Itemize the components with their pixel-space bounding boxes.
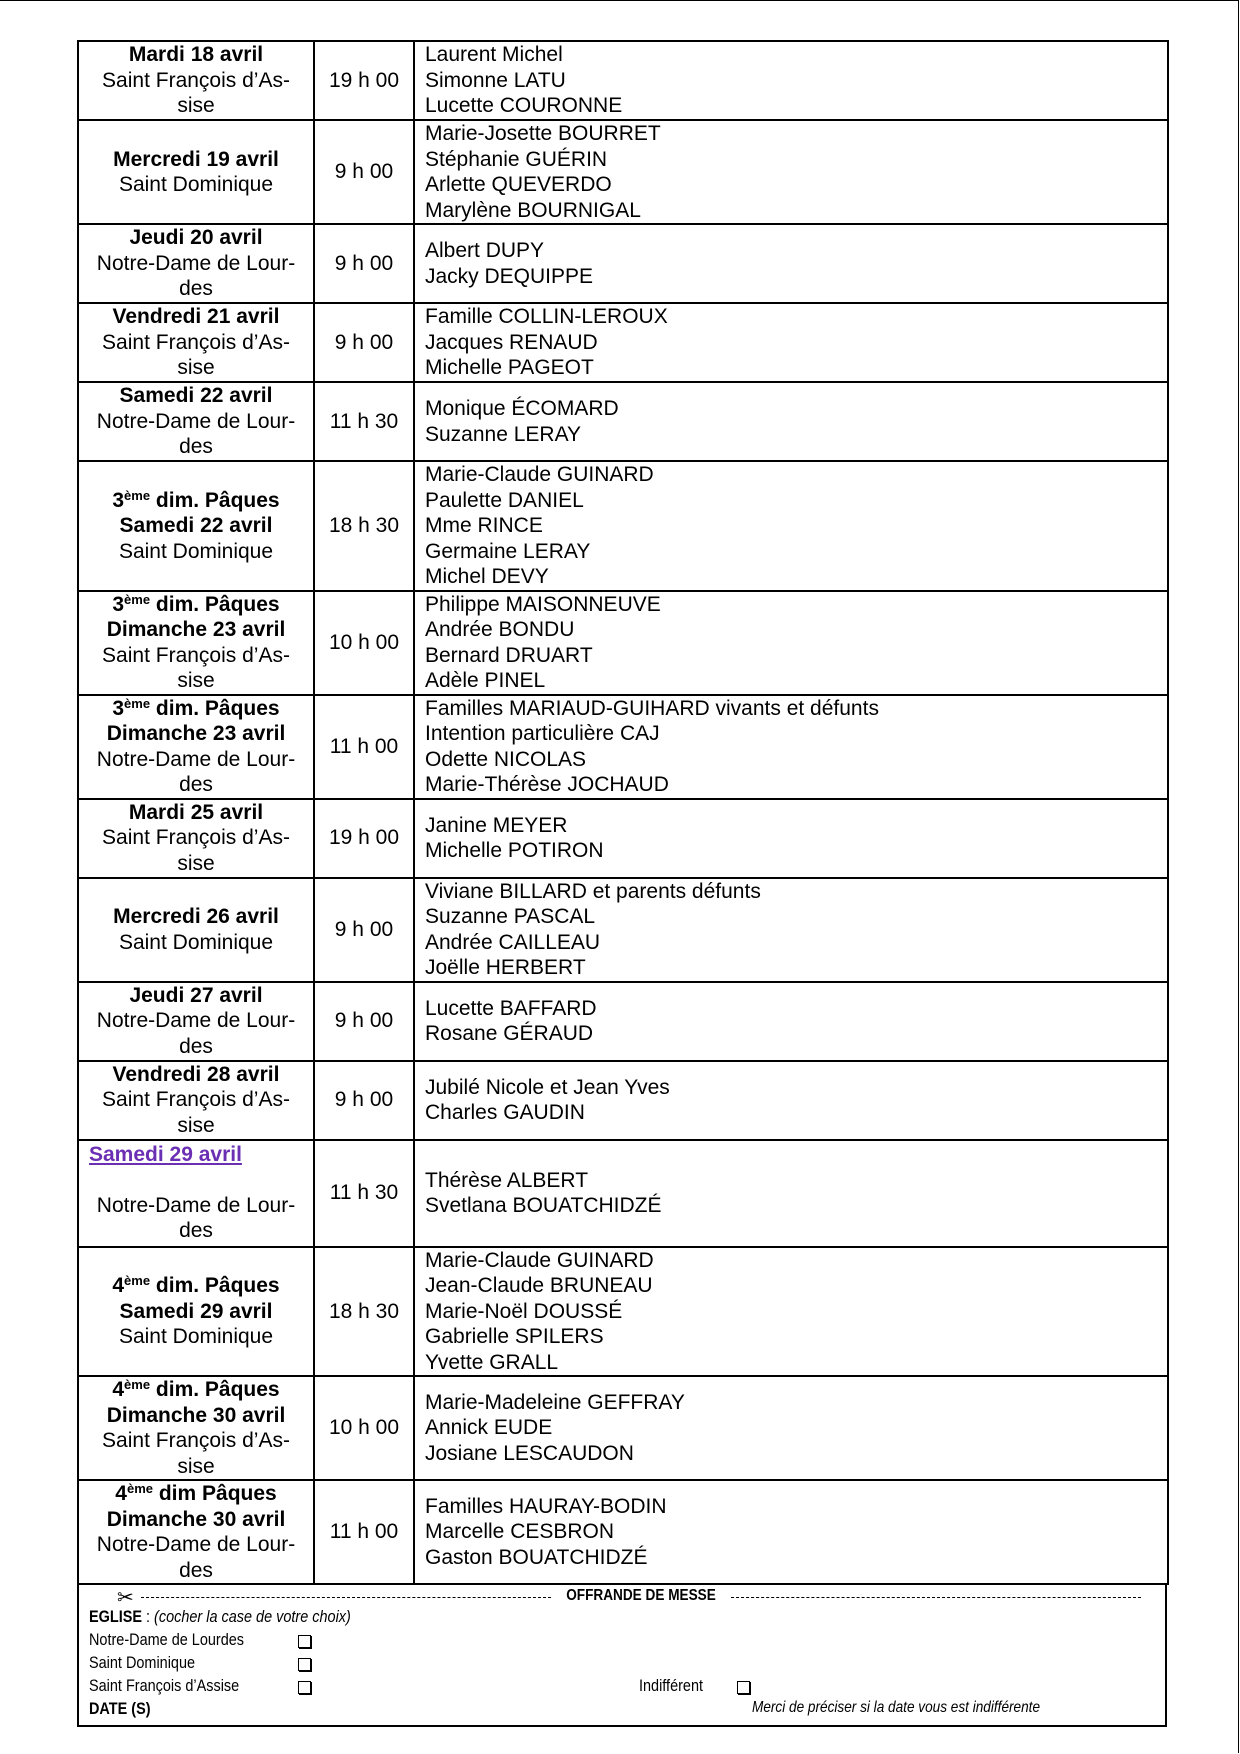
date-line-text: Vendredi 28 avril bbox=[112, 1062, 280, 1086]
date-line[interactable] bbox=[85, 1142, 307, 1168]
checkbox-saint-dominique[interactable] bbox=[298, 1658, 311, 1671]
date-line bbox=[85, 1377, 307, 1403]
date-line-text: Saint François d’As- bbox=[102, 1088, 290, 1112]
date-cell bbox=[78, 382, 314, 461]
date-line bbox=[85, 276, 307, 302]
intentions-cell bbox=[414, 41, 1168, 120]
intention-name: Paulette DANIEL bbox=[425, 488, 584, 512]
intention-name: Famille COLLIN-LEROUX bbox=[425, 305, 668, 329]
date-line-text: Notre-Dame de Lour- bbox=[96, 1533, 296, 1556]
date-line bbox=[85, 904, 307, 930]
intention-name: Albert DUPY bbox=[425, 239, 545, 262]
date-cell bbox=[78, 982, 314, 1061]
intention-name: Janine MEYER bbox=[425, 813, 568, 837]
intentions-cell bbox=[414, 1376, 1168, 1480]
checkbox-notre-dame[interactable] bbox=[298, 1635, 311, 1648]
date-line bbox=[85, 1532, 307, 1558]
eglise-label: EGLISE bbox=[89, 1607, 143, 1626]
intention-name: Familles MARIAUD-GUIHARD vivants et défunts bbox=[425, 696, 879, 720]
schedule-row bbox=[78, 878, 1168, 982]
intention-name: Suzanne LERAY bbox=[425, 422, 582, 446]
intentions-cell bbox=[414, 461, 1168, 591]
date-line bbox=[85, 172, 307, 198]
intention-name: Josiane LESCAUDON bbox=[425, 1441, 634, 1465]
date-line bbox=[85, 592, 307, 618]
date-line-text: dim. Pâques bbox=[150, 1378, 280, 1401]
intention-name: Lucette COURONNE bbox=[425, 94, 623, 118]
date-line bbox=[85, 1113, 307, 1139]
intentions-cell bbox=[414, 1140, 1168, 1247]
date-cell bbox=[78, 591, 314, 695]
date-line bbox=[85, 696, 307, 722]
date-line-text: Samedi 29 avril bbox=[89, 1143, 242, 1167]
date-line bbox=[85, 1218, 307, 1244]
date-line-text: Saint François d’As- bbox=[102, 68, 290, 92]
intention-name: Viviane BILLARD et parents défunts bbox=[425, 879, 761, 903]
date-line-text: Mardi 18 avril bbox=[128, 43, 264, 67]
time-cell: 11 h 00 bbox=[314, 695, 414, 799]
intention-name: Jacques RENAUD bbox=[425, 330, 598, 354]
date-line bbox=[85, 488, 307, 514]
intention-name: Mme RINCE bbox=[425, 514, 543, 537]
intention-name: Monique ÉCOMARD bbox=[425, 397, 619, 420]
date-cell bbox=[78, 461, 314, 591]
date-line-text: Dimanche 30 avril bbox=[106, 1403, 286, 1427]
date-line-text: dim Pâques bbox=[153, 1482, 277, 1505]
date-line bbox=[85, 1428, 307, 1454]
schedule-row bbox=[78, 303, 1168, 382]
schedule-row bbox=[78, 695, 1168, 799]
intentions-cell bbox=[414, 982, 1168, 1061]
date-line-text: Saint François d’As- bbox=[102, 643, 290, 667]
ordinal-suffix: ème bbox=[124, 695, 151, 711]
offering-title: OFFRANDE DE MESSE bbox=[566, 1587, 716, 1604]
date-line bbox=[85, 617, 307, 643]
intention-name: Marie-Noël DOUSSÉ bbox=[425, 1299, 623, 1323]
date-line bbox=[85, 1034, 307, 1060]
date-line-text: des bbox=[179, 1558, 213, 1582]
date-line bbox=[85, 68, 307, 94]
schedule-row bbox=[78, 591, 1168, 695]
time-cell: 18 h 30 bbox=[314, 461, 414, 591]
date-line-text: Notre-Dame de Lour- bbox=[96, 1193, 296, 1217]
time-cell: 9 h 00 bbox=[314, 224, 414, 303]
date-line bbox=[85, 1454, 307, 1480]
date-line-text: Mercredi 26 avril bbox=[113, 905, 279, 928]
intention-name: Marcelle CESBRON bbox=[425, 1520, 615, 1544]
time-cell: 9 h 00 bbox=[314, 1061, 414, 1140]
schedule-row bbox=[78, 982, 1168, 1061]
intention-name: Marie-Claude GUINARD bbox=[425, 1248, 654, 1272]
date-line bbox=[85, 513, 307, 539]
indifferent-option[interactable] bbox=[639, 1676, 714, 1696]
time-cell: 11 h 00 bbox=[314, 1480, 414, 1584]
date-line bbox=[85, 1558, 307, 1584]
eglise-sep: : bbox=[142, 1607, 155, 1626]
church-option-3[interactable] bbox=[89, 1676, 266, 1696]
date-line bbox=[85, 800, 307, 826]
date-cell bbox=[78, 1140, 314, 1247]
date-cell bbox=[78, 224, 314, 303]
date-line bbox=[85, 1299, 307, 1325]
time-cell: 10 h 00 bbox=[314, 1376, 414, 1480]
scissors-icon: ✂ bbox=[117, 1587, 134, 1609]
date-line-text: sise bbox=[177, 94, 215, 118]
intention-name: Jean-Claude BRUNEAU bbox=[425, 1274, 653, 1297]
date-cell bbox=[78, 799, 314, 878]
schedule-row bbox=[78, 1480, 1168, 1584]
intentions-cell bbox=[414, 878, 1168, 982]
mass-offering-form bbox=[77, 1583, 1167, 1727]
date-line bbox=[85, 825, 307, 851]
cut-line bbox=[141, 1587, 1141, 1605]
date-line-text: Saint Dominique bbox=[118, 539, 274, 563]
time-cell: 9 h 00 bbox=[314, 982, 414, 1061]
date-cell bbox=[78, 1247, 314, 1377]
intentions-cell bbox=[414, 799, 1168, 878]
date-line bbox=[85, 1062, 307, 1088]
eglise-hint: (cocher la case de votre choix) bbox=[154, 1607, 351, 1626]
ordinal-suffix: ème bbox=[126, 1481, 153, 1496]
date-line-text: Dimanche 30 avril bbox=[106, 1507, 286, 1531]
date-line-text: Saint François d’As- bbox=[102, 826, 290, 850]
date-line-text: des bbox=[179, 1219, 213, 1243]
intention-name: Andrée BONDU bbox=[425, 618, 575, 641]
intention-name: Yvette GRALL bbox=[425, 1350, 559, 1374]
date-line bbox=[85, 1008, 307, 1034]
date-line bbox=[85, 225, 307, 251]
schedule-row bbox=[78, 41, 1168, 120]
intention-name: Suzanne PASCAL bbox=[425, 905, 596, 928]
date-line bbox=[85, 42, 307, 68]
date-cell bbox=[78, 303, 314, 382]
church-label-3: Saint François d’Assise bbox=[89, 1676, 240, 1695]
intention-name: Marie-Claude GUINARD bbox=[425, 463, 654, 486]
date-line-text: sise bbox=[177, 1454, 215, 1478]
date-line bbox=[85, 1087, 307, 1113]
date-line-text: Notre-Dame de Lour- bbox=[96, 1009, 296, 1033]
date-cell bbox=[78, 878, 314, 982]
intentions-cell bbox=[414, 1480, 1168, 1584]
date-line-text: sise bbox=[177, 356, 215, 380]
schedule-row bbox=[78, 1376, 1168, 1480]
date-line-text: Samedi 22 avril bbox=[119, 514, 273, 537]
intention-name: Philippe MAISONNEUVE bbox=[425, 592, 661, 616]
date-line-text: Vendredi 21 avril bbox=[112, 305, 280, 329]
date-line bbox=[85, 851, 307, 877]
date-label: DATE (S) bbox=[89, 1699, 151, 1718]
intentions-cell bbox=[414, 591, 1168, 695]
intention-name: Thérèse ALBERT bbox=[425, 1168, 589, 1192]
date-line bbox=[85, 434, 307, 460]
time-cell: 10 h 00 bbox=[314, 591, 414, 695]
date-line bbox=[85, 1507, 307, 1533]
date-line bbox=[85, 1403, 307, 1429]
schedule-row bbox=[78, 1140, 1168, 1247]
date-line-text: Mardi 25 avril bbox=[128, 800, 264, 824]
date-cell bbox=[78, 1061, 314, 1140]
intention-name: Marie-Madeleine GEFFRAY bbox=[425, 1390, 685, 1414]
date-line-text: Jeudi 20 avril bbox=[129, 226, 263, 250]
date-line-text: Notre-Dame de Lour- bbox=[96, 409, 296, 433]
date-line-text: Mercredi 19 avril bbox=[113, 147, 279, 171]
date-line bbox=[85, 93, 307, 119]
time-cell: 11 h 30 bbox=[314, 382, 414, 461]
date-line-text: Samedi 29 avril bbox=[119, 1299, 273, 1323]
intention-name: Familles HAURAY-BODIN bbox=[425, 1494, 667, 1518]
intention-name: Gaston BOUATCHIDZÉ bbox=[425, 1545, 648, 1569]
time-cell: 9 h 00 bbox=[314, 303, 414, 382]
date-line-text: Dimanche 23 avril bbox=[106, 618, 286, 641]
intention-name: Stéphanie GUÉRIN bbox=[425, 147, 608, 171]
ordinal-suffix: ème bbox=[124, 591, 151, 607]
date-line bbox=[85, 1273, 307, 1299]
date-line-text: des bbox=[179, 773, 213, 796]
date-cell bbox=[78, 1376, 314, 1480]
intention-name: Jubilé Nicole et Jean Yves bbox=[425, 1075, 670, 1099]
time-cell: 11 h 30 bbox=[314, 1140, 414, 1247]
date-line bbox=[85, 251, 307, 277]
intention-name: Michelle POTIRON bbox=[425, 839, 604, 862]
intention-name: Charles GAUDIN bbox=[425, 1101, 585, 1124]
date-cell bbox=[78, 120, 314, 224]
date-line-text: des bbox=[179, 1034, 213, 1058]
ordinal-suffix: ème bbox=[124, 487, 151, 503]
intention-name: Gabrielle SPILERS bbox=[425, 1325, 604, 1348]
date-line bbox=[85, 772, 307, 798]
date-note-text: Merci de préciser si la date vous est indifférente bbox=[752, 1699, 1041, 1716]
ordinal-number: 4 bbox=[112, 1378, 125, 1401]
date-line-text: dim. Pâques bbox=[150, 1274, 280, 1297]
intention-name: Marylène BOURNIGAL bbox=[425, 198, 641, 222]
time-cell: 18 h 30 bbox=[314, 1247, 414, 1377]
mass-schedule-table bbox=[77, 40, 1169, 1585]
date-line bbox=[85, 721, 307, 747]
intention-name: Rosane GÉRAUD bbox=[425, 1022, 594, 1045]
intention-name: Svetlana BOUATCHIDZÉ bbox=[425, 1194, 662, 1217]
date-line-text: Saint Dominique bbox=[118, 930, 274, 954]
intentions-cell bbox=[414, 120, 1168, 224]
date-line bbox=[85, 330, 307, 356]
schedule-row bbox=[78, 461, 1168, 591]
intention-name: Jacky DEQUIPPE bbox=[425, 264, 594, 288]
date-line-text: des bbox=[179, 435, 213, 459]
church-option-2[interactable] bbox=[89, 1653, 214, 1673]
intention-name: Lucette BAFFARD bbox=[425, 996, 597, 1020]
date-line-text: Samedi 22 avril bbox=[119, 384, 273, 408]
intention-name: Intention particulière CAJ bbox=[425, 722, 660, 745]
dash-left bbox=[141, 1597, 551, 1598]
date-line bbox=[85, 930, 307, 956]
date-line bbox=[85, 355, 307, 381]
date-cell bbox=[78, 1480, 314, 1584]
schedule-row bbox=[78, 1247, 1168, 1377]
date-line bbox=[85, 668, 307, 694]
date-line-text: sise bbox=[177, 669, 215, 692]
date-line bbox=[85, 147, 307, 173]
date-line-text: Jeudi 27 avril bbox=[129, 983, 263, 1007]
intention-name: Simonne LATU bbox=[425, 68, 566, 92]
intention-name: Germaine LERAY bbox=[425, 539, 591, 563]
intentions-cell bbox=[414, 1061, 1168, 1140]
date-line bbox=[85, 643, 307, 669]
intentions-cell bbox=[414, 1247, 1168, 1377]
date-line bbox=[85, 383, 307, 409]
church-option-1[interactable] bbox=[89, 1630, 271, 1650]
intentions-cell bbox=[414, 382, 1168, 461]
intention-name: Andrée CAILLEAU bbox=[425, 930, 601, 954]
dash-right bbox=[731, 1597, 1141, 1598]
intention-name: Marie-Thérèse JOCHAUD bbox=[425, 773, 669, 796]
schedule-row bbox=[78, 799, 1168, 878]
ordinal-suffix: ème bbox=[124, 1273, 151, 1288]
date-line bbox=[89, 1699, 161, 1719]
intention-name: Odette NICOLAS bbox=[425, 747, 587, 771]
date-line bbox=[85, 1481, 307, 1507]
ordinal-number: 3 bbox=[112, 488, 125, 512]
church-label-2: Saint Dominique bbox=[89, 1653, 196, 1672]
intention-name: Michelle PAGEOT bbox=[425, 356, 594, 380]
time-cell: 19 h 00 bbox=[314, 41, 414, 120]
intentions-cell bbox=[414, 303, 1168, 382]
date-line bbox=[85, 539, 307, 565]
checkbox-saint-francois[interactable] bbox=[298, 1681, 311, 1694]
intentions-cell bbox=[414, 695, 1168, 799]
date-line bbox=[85, 983, 307, 1009]
intention-name: Marie-Josette BOURRET bbox=[425, 122, 661, 145]
ordinal-number: 4 bbox=[115, 1482, 127, 1505]
indifferent-label: Indifférent bbox=[639, 1676, 704, 1695]
date-line bbox=[85, 1193, 307, 1219]
eglise-line bbox=[89, 1607, 397, 1627]
date-line-text: Notre-Dame de Lour- bbox=[96, 747, 296, 771]
checkbox-indifferent[interactable] bbox=[737, 1681, 750, 1694]
schedule-row bbox=[78, 382, 1168, 461]
date-line-text: des bbox=[179, 277, 213, 301]
time-cell: 9 h 00 bbox=[314, 878, 414, 982]
date-line-text: dim. Pâques bbox=[150, 592, 280, 616]
date-line-text: Saint Dominique bbox=[118, 173, 274, 196]
intention-name: Joëlle HERBERT bbox=[425, 956, 586, 979]
date-line-text: Notre-Dame de Lour- bbox=[96, 251, 296, 275]
intentions-cell bbox=[414, 224, 1168, 303]
date-line bbox=[85, 747, 307, 773]
date-line bbox=[85, 304, 307, 330]
date-line-text: sise bbox=[177, 851, 215, 875]
intention-name: Michel DEVY bbox=[425, 565, 549, 588]
time-cell: 19 h 00 bbox=[314, 799, 414, 878]
schedule-row bbox=[78, 120, 1168, 224]
time-cell: 9 h 00 bbox=[314, 120, 414, 224]
date-line-text: dim. Pâques bbox=[150, 696, 280, 720]
date-line bbox=[85, 1168, 307, 1193]
date-cell bbox=[78, 695, 314, 799]
date-line bbox=[85, 1324, 307, 1350]
date-cell bbox=[78, 41, 314, 120]
ordinal-number: 3 bbox=[112, 696, 125, 720]
date-note bbox=[752, 1699, 1091, 1717]
intention-name: Annick EUDE bbox=[425, 1416, 553, 1440]
date-line bbox=[85, 409, 307, 435]
date-line-text: dim. Pâques bbox=[150, 488, 280, 512]
date-line-text: Saint Dominique bbox=[118, 1325, 274, 1348]
intention-name: Arlette QUEVERDO bbox=[425, 173, 612, 196]
date-line-text: Saint François d’As- bbox=[102, 330, 290, 354]
schedule-row bbox=[78, 1061, 1168, 1140]
intention-name: Bernard DRUART bbox=[425, 643, 593, 667]
ordinal-suffix: ème bbox=[124, 1377, 151, 1392]
date-line-text: sise bbox=[177, 1113, 215, 1137]
date-line-text: Dimanche 23 avril bbox=[106, 722, 286, 745]
intention-name: Laurent Michel bbox=[425, 43, 563, 67]
schedule-row bbox=[78, 224, 1168, 303]
ordinal-number: 3 bbox=[112, 592, 125, 616]
intention-name: Adèle PINEL bbox=[425, 669, 546, 692]
church-label-1: Notre-Dame de Lourdes bbox=[89, 1630, 245, 1649]
ordinal-number: 4 bbox=[112, 1274, 125, 1297]
date-line-text: Saint François d’As- bbox=[102, 1429, 290, 1452]
